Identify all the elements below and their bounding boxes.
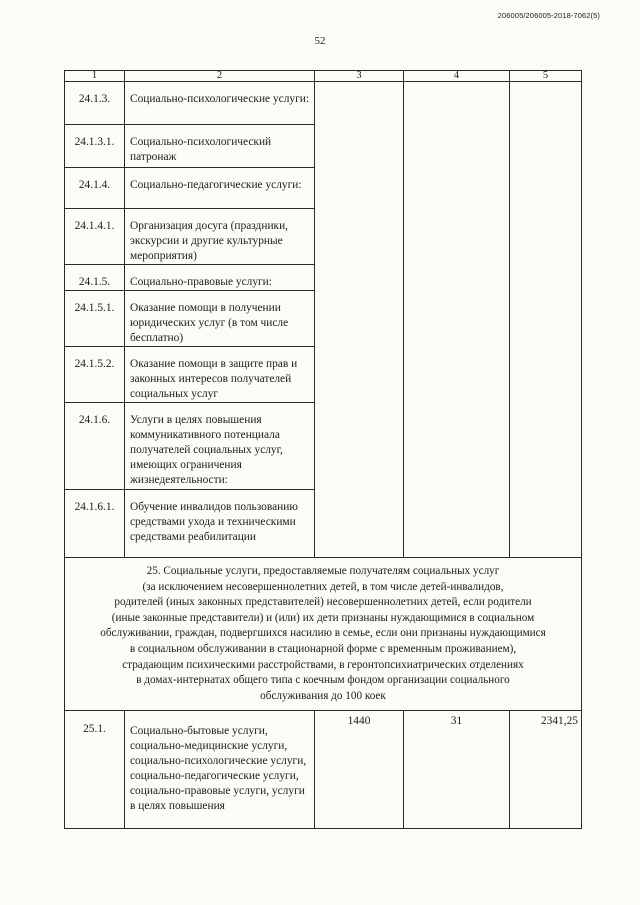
row-number: 24.1.4. bbox=[65, 168, 125, 209]
section-heading-row bbox=[65, 558, 582, 711]
row-number: 24.1.3.1. bbox=[65, 125, 125, 168]
column-header: 2 bbox=[125, 71, 315, 82]
blank-cell bbox=[510, 82, 582, 558]
service-name: Обучение инвалидов пользованию средствами ухода и техническими средствами реабилитации bbox=[125, 490, 315, 558]
service-name: Социально-педагогические услуги: bbox=[125, 168, 315, 209]
row-number: 24.1.3. bbox=[65, 82, 125, 125]
row-number: 25.1. bbox=[65, 711, 125, 829]
service-name: Социально-психологический патронаж bbox=[125, 125, 315, 168]
service-name: Услуги в целях повышения коммуникативного потенциала получателей социальных услуг, имеющих ограничения жизнедеятельности: bbox=[125, 403, 315, 490]
table-header-row bbox=[65, 71, 582, 82]
section-heading-line: родителей (иных законных представителей) несовершеннолетних детей, если родители bbox=[114, 596, 532, 609]
section-heading-line: обслуживании, граждан, подвергшихся насилию в семье, если они признаны нуждающимися bbox=[100, 627, 546, 640]
value-col5: 2341,25 bbox=[510, 711, 582, 829]
section-heading-line: обслуживания до 100 коек bbox=[260, 689, 386, 702]
row-number: 24.1.5.1. bbox=[65, 291, 125, 347]
row-number: 24.1.5.2. bbox=[65, 347, 125, 403]
service-name: Оказание помощи в получении юридических услуг (в том числе бесплатно) bbox=[125, 291, 315, 347]
row-number: 24.1.6.1. bbox=[65, 490, 125, 558]
column-header: 4 bbox=[404, 71, 510, 82]
row-number: 24.1.6. bbox=[65, 403, 125, 490]
section-heading-line: страдающим психическими расстройствами, в геронтопсихиатрических отделениях bbox=[122, 658, 524, 671]
section-heading-line: 25. Социальные услуги, предоставляемые получателям социальных услуг bbox=[146, 565, 500, 577]
service-name: Социально-правовые услуги: bbox=[125, 265, 315, 291]
document-code: 206005/206005-2018-7062(5) bbox=[497, 11, 600, 20]
blank-cell bbox=[315, 82, 404, 558]
section-heading-line: в домах-интернатах общего типа с коечным фондом организации социального bbox=[136, 674, 510, 687]
row-number: 24.1.4.1. bbox=[65, 209, 125, 265]
table-row bbox=[65, 82, 582, 125]
page-number: 52 bbox=[314, 35, 326, 47]
service-name: Социально-психологические услуги: bbox=[125, 82, 315, 125]
table-row bbox=[65, 711, 582, 829]
service-name: Социально-бытовые услуги, социально-медицинские услуги, социально-психологические услуги, социально-педагогические услуги, социально-правовые услуги, услуги в целях повышения bbox=[125, 711, 315, 829]
section-heading bbox=[65, 558, 582, 711]
value-col4: 31 bbox=[404, 711, 510, 829]
value-col3: 1440 bbox=[315, 711, 404, 829]
service-name: Оказание помощи в защите прав и законных интересов получателей социальных услуг bbox=[125, 347, 315, 403]
column-header: 5 bbox=[510, 71, 582, 82]
section-heading-line: в социальном обслуживании в стационарной форме с временным проживанием), bbox=[129, 642, 517, 655]
row-number: 24.1.5. bbox=[65, 265, 125, 291]
services-table bbox=[64, 70, 582, 829]
blank-cell bbox=[404, 82, 510, 558]
service-name: Организация досуга (праздники, экскурсии и другие культурные мероприятия) bbox=[125, 209, 315, 265]
column-header: 3 bbox=[315, 71, 404, 82]
column-header: 1 bbox=[65, 71, 125, 82]
section-heading-line: (за исключением несовершеннолетних детей, в том числе детей-инвалидов, bbox=[142, 580, 504, 593]
section-heading-line: (иные законные представители) и (или) их дети признаны нуждающимися в социальном bbox=[111, 611, 535, 624]
